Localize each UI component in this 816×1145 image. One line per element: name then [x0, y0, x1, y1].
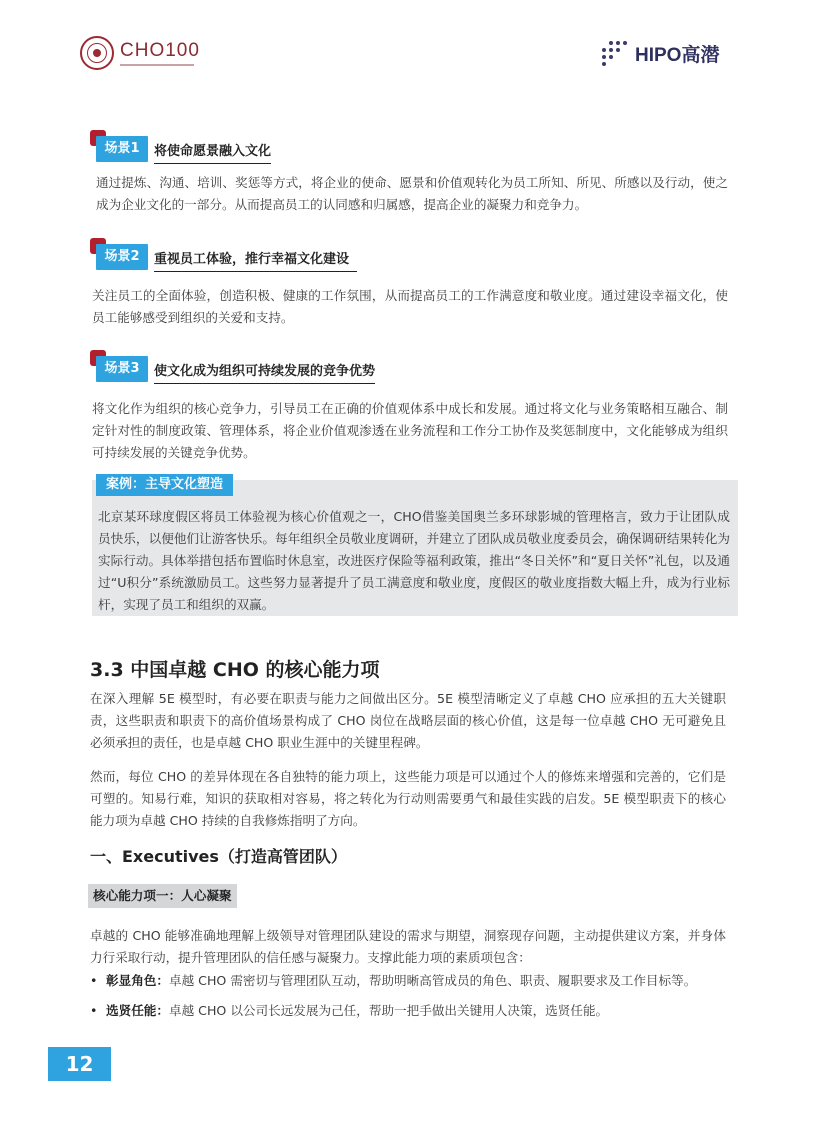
ability-tag: 核心能力项一：人心凝聚 [88, 884, 237, 908]
cho100-logo-text: CHO100 [120, 39, 200, 61]
scene-tag [96, 136, 148, 162]
hipo-logo [602, 40, 719, 67]
scene-tag-label: 场景3 [96, 356, 148, 382]
subsection-para: 卓越的 CHO 能够准确地理解上级领导对管理团队建设的需求与期望，洞察现存问题，主动提供建议方案，并身体力行采取行动，提升管理团队的信任感与凝聚力。支撑此能力项的素质项包含： [90, 928, 726, 965]
bullet-text: 卓越 CHO 需密切与管理团队互动，帮助明晰高管成员的角色、职责、履职要求及工作目标等。 [168, 973, 697, 988]
list-item [90, 1000, 608, 1022]
scene-tag [96, 244, 148, 270]
scene-tag-label: 场景1 [96, 136, 148, 162]
bullet-text: 卓越 CHO 以公司长远发展为己任，帮助一把手做出关键用人决策，选贤任能。 [168, 1003, 609, 1018]
bullet-label: 彰显角色： [106, 973, 169, 988]
cho100-logo [80, 36, 200, 70]
scene-title: 重视员工体验，推行幸福文化建设 [154, 248, 357, 272]
case-box [92, 480, 738, 616]
hipo-logo-text: HIPO高潜 [635, 45, 720, 66]
page-header [0, 0, 816, 100]
scene-title: 将使命愿景融入文化 [154, 140, 271, 164]
seal-icon [80, 36, 114, 70]
scene-tag [96, 356, 148, 382]
bullet-icon: • [90, 1003, 98, 1018]
scene-3-body: 将文化作为组织的核心竞争力，引导员工在正确的价值观体系中成长和发展。通过将文化与业务策略相互融合、制定针对性的制度政策、管理体系，将企业价值观渗透在业务流程和工作分工协作及奖惩制度中，文化能够成为组织可持续发展的关键竞争优势。 [92, 401, 728, 460]
dots-icon [602, 41, 627, 66]
section-title: 3.3 中国卓越 CHO 的核心能力项 [90, 659, 380, 681]
scene-title: 使文化成为组织可持续发展的竞争优势 [154, 360, 375, 384]
section-para-2: 然而，每位 CHO 的差异体现在各自独特的能力项上，这些能力项是可以通过个人的修炼来增强和完善的，它们是可塑的。知易行难，知识的获取相对容易，将之转化为行动则需要勇气和最佳实践的启发。5E 模型职责下的核心能力项为卓越 CHO 持续的自我修炼指明了方向。 [90, 769, 726, 828]
scene-1-body: 通过提炼、沟通、培训、奖惩等方式，将企业的使命、愿景和价值观转化为员工所知、所见、所感以及行动，使之成为企业文化的一部分。从而提高员工的认同感和归属感，提高企业的凝聚力和竞争力。 [96, 175, 728, 212]
page-number: 12 [48, 1047, 111, 1081]
scene-2-body: 关注员工的全面体验，创造积极、健康的工作氛围，从而提高员工的工作满意度和敬业度。通过建设幸福文化，使员工能够感受到组织的关爱和支持。 [92, 288, 728, 325]
case-body: 北京某环球度假区将员工体验视为核心价值观之一，CHO借鉴美国奥兰多环球影城的管理格言，致力于让团队成员快乐，以便他们让游客快乐。每年组织全员敬业度调研，并建立了团队成员敬业度委员会，确保调研结果转化为实际行动。具体举措包括布置临时休息室，改进医疗保险等福利政策，推出“冬日关怀”和“夏日关怀”礼包，以及通过“U积分”系统激励员工。这些努力显著提升了员工满意度和敬业度，度假区的敬业度指数大幅上升，成为行业标杆，实现了员工和组织的双赢。 [98, 509, 730, 612]
section-para-1: 在深入理解 5E 模型时，有必要在职责与能力之间做出区分。5E 模型清晰定义了卓越 CHO 应承担的五大关键职责，这些职责和职责下的高价值场景构成了 CHO 岗位在战略层面的核心价值，这是每一位卓越 CHO 无可避免且必须承担的责任，也是卓越 CHO 职业生涯中的关键里程碑。 [90, 691, 726, 750]
scene-tag-label: 场景2 [96, 244, 148, 270]
subsection-title: 一、Executives（打造高管团队） [90, 847, 347, 866]
logo-subline [120, 64, 194, 66]
case-tag: 案例：主导文化塑造 [96, 474, 233, 496]
bullet-label: 选贤任能： [106, 1003, 169, 1018]
bullet-icon: • [90, 973, 98, 988]
list-item [90, 970, 696, 992]
